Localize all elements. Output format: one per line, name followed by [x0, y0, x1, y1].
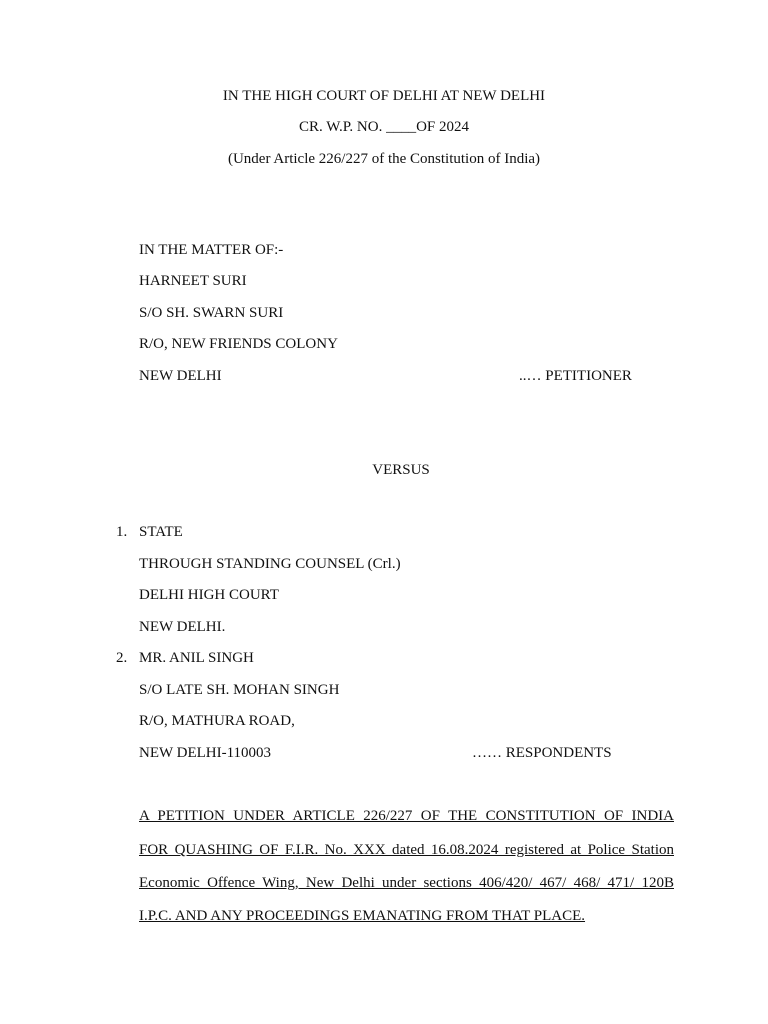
- respondent-line: S/O LATE SH. MOHAN SINGH: [139, 682, 340, 698]
- respondent-number: 1.: [116, 524, 128, 540]
- petition-title-line: FOR QUASHING OF F.I.R. No. XXX dated 16.08.2024 registered at Police Station: [139, 842, 674, 858]
- petitioner-label: ..… PETITIONER: [519, 368, 632, 384]
- respondent-line: MR. ANIL SINGH: [139, 650, 254, 666]
- matter-intro: IN THE MATTER OF:-: [139, 242, 284, 258]
- petitioner-parent: S/O SH. SWARN SURI: [139, 305, 284, 321]
- petition-title-line: Economic Offence Wing, New Delhi under sections 406/420/ 467/ 468/ 471/ 120B: [139, 875, 674, 891]
- petition-title-line: I.P.C. AND ANY PROCEEDINGS EMANATING FROM THAT PLACE.: [139, 908, 586, 924]
- petitioner-city: NEW DELHI: [139, 368, 222, 384]
- respondents-label: …… RESPONDENTS: [472, 745, 612, 761]
- versus-heading: VERSUS: [372, 462, 430, 478]
- respondent-line: THROUGH STANDING COUNSEL (Crl.): [139, 556, 401, 572]
- petitioner-residence: R/O, NEW FRIENDS COLONY: [139, 336, 338, 352]
- petitioner-name: HARNEET SURI: [139, 273, 247, 289]
- respondent-line: STATE: [139, 524, 183, 540]
- respondent-line: NEW DELHI-110003: [139, 745, 272, 761]
- respondent-line: R/O, MATHURA ROAD,: [139, 713, 295, 729]
- respondent-number: 2.: [116, 650, 128, 666]
- respondent-line: NEW DELHI.: [139, 619, 226, 635]
- under-article: (Under Article 226/227 of the Constitution of India): [227, 151, 541, 167]
- petition-title-line: A PETITION UNDER ARTICLE 226/227 OF THE CONSTITUTION OF INDIA: [139, 808, 674, 824]
- respondent-line: DELHI HIGH COURT: [139, 587, 279, 603]
- court-heading: IN THE HIGH COURT OF DELHI AT NEW DELHI: [222, 88, 546, 104]
- case-number: CR. W.P. NO. ____OF 2024: [298, 119, 470, 135]
